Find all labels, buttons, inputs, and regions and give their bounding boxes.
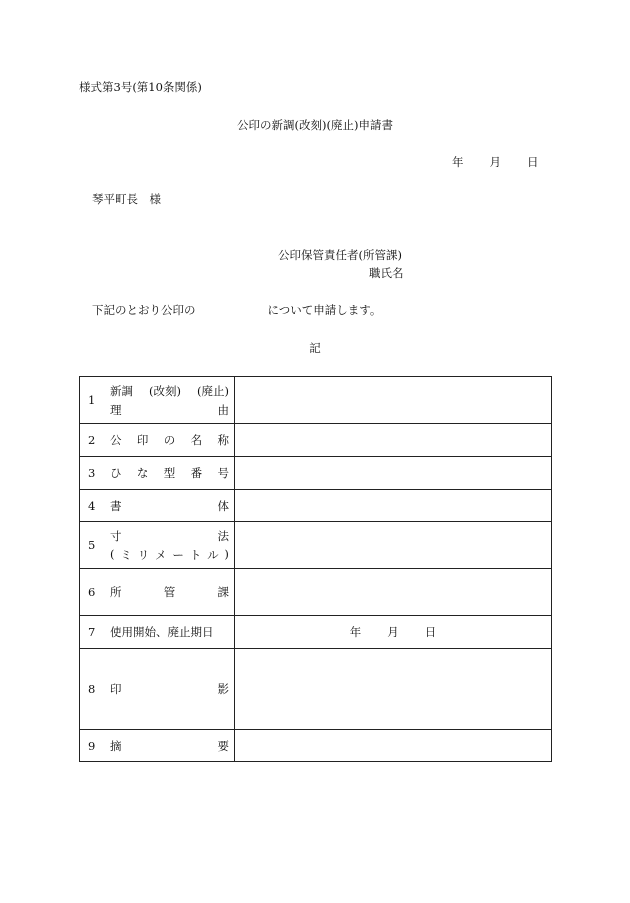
label-char: (: [110, 546, 115, 561]
row-value-cell[interactable]: [235, 490, 552, 522]
label-char: 理: [110, 402, 122, 417]
row-value-cell[interactable]: [235, 457, 552, 490]
row-number: 7: [88, 625, 96, 639]
applicant-name-label: 職氏名: [369, 266, 404, 280]
label-char: ): [224, 546, 229, 561]
label-char: ひ: [110, 466, 122, 480]
row-label-line: [110, 681, 229, 697]
row-label-cell: [80, 377, 235, 424]
label-char: 号: [217, 466, 229, 480]
label-part: (廃止): [197, 383, 229, 398]
row-label-cell: [80, 649, 235, 730]
label-char: 印: [110, 682, 122, 696]
table-row: [80, 522, 552, 569]
row-label-cell: [80, 490, 235, 522]
label-char: 要: [217, 738, 229, 753]
date-year: 年: [452, 155, 464, 169]
row-label-line: [110, 383, 229, 399]
label-char: な: [136, 466, 149, 480]
label-char: 名: [190, 433, 203, 447]
row-label-line: [110, 584, 229, 600]
row-value-cell[interactable]: [235, 424, 552, 457]
row-label-cell: [80, 569, 235, 616]
label-char: メ: [155, 547, 167, 562]
label-char: 公: [110, 433, 122, 447]
row-label-line: [110, 738, 229, 754]
row-number: 3: [88, 466, 96, 480]
label-char: の: [163, 433, 176, 447]
form-number: 様式第3号(第10条関係): [79, 80, 202, 94]
label-char: ミ: [120, 547, 132, 562]
label-char: 印: [136, 433, 149, 447]
row-value-cell[interactable]: [235, 649, 552, 730]
row-label-cell: [80, 730, 235, 762]
row-value-cell[interactable]: [235, 730, 552, 762]
row-label-cell: [80, 522, 235, 569]
row-label-line: 使用開始、廃止期日: [110, 625, 214, 639]
row-number: 5: [88, 538, 96, 552]
date-month: 月: [489, 155, 501, 169]
label-char: 寸: [110, 528, 122, 543]
label-char: 管: [163, 585, 176, 599]
table-row: [80, 569, 552, 616]
period-month: 月: [387, 625, 399, 639]
row-label-cell: [80, 424, 235, 457]
label-char: 書: [110, 498, 122, 513]
label-char: 型: [163, 466, 176, 480]
section-heading: 記: [309, 341, 321, 355]
label-char: 番: [190, 466, 203, 480]
row-label-line: [110, 498, 229, 514]
label-char: 法: [217, 528, 229, 543]
table-row: [80, 490, 552, 522]
body-text-after: について申請します。: [267, 303, 382, 317]
date-line: [452, 157, 539, 169]
label-part: (改刻): [149, 383, 181, 398]
label-part: 新調: [110, 383, 133, 398]
row-label-cell: [80, 457, 235, 490]
row-number: 8: [88, 682, 96, 696]
label-char: ト: [189, 547, 202, 562]
period-day: 日: [424, 625, 437, 639]
label-char: ー: [172, 547, 184, 562]
table-row: [80, 649, 552, 730]
label-char: ル: [207, 547, 219, 562]
body-text-before: 下記のとおり公印の: [92, 303, 196, 317]
table-row: [80, 730, 552, 762]
label-char: 影: [217, 682, 229, 696]
label-char: 課: [217, 585, 229, 599]
table-row: [80, 377, 552, 424]
row-label-line: [110, 432, 229, 448]
row-value-cell[interactable]: [235, 616, 552, 649]
row-number: 2: [88, 433, 96, 447]
period-year: 年: [349, 625, 362, 639]
row-label-line: [110, 528, 229, 544]
addressee: 琴平町長 様: [92, 192, 161, 206]
period-date: [235, 624, 551, 640]
row-label-line: [110, 547, 229, 563]
row-label-cell: [80, 616, 235, 649]
label-char: 由: [217, 402, 229, 417]
body-sentence: [92, 305, 381, 317]
label-char: 摘: [110, 738, 122, 753]
document-title: 公印の新調(改刻)(廃止)申請書: [237, 118, 393, 132]
label-char: リ: [137, 547, 150, 562]
row-value-cell[interactable]: [235, 522, 552, 569]
applicant-label: 公印保管責任者(所管課): [278, 248, 402, 262]
row-value-cell[interactable]: [235, 569, 552, 616]
label-char: 体: [217, 498, 229, 513]
row-number: 4: [88, 498, 96, 513]
row-label-line: [110, 465, 229, 481]
label-char: 称: [217, 433, 229, 447]
row-label-line: [110, 402, 229, 418]
table-row: [80, 457, 552, 490]
row-number: 1: [88, 393, 96, 407]
table-row: [80, 424, 552, 457]
application-table: [79, 376, 552, 762]
table-row: [80, 616, 552, 649]
row-number: 9: [88, 738, 96, 753]
date-day: 日: [527, 155, 539, 169]
row-number: 6: [88, 585, 96, 599]
label-char: 所: [110, 585, 122, 599]
row-value-cell[interactable]: [235, 377, 552, 424]
